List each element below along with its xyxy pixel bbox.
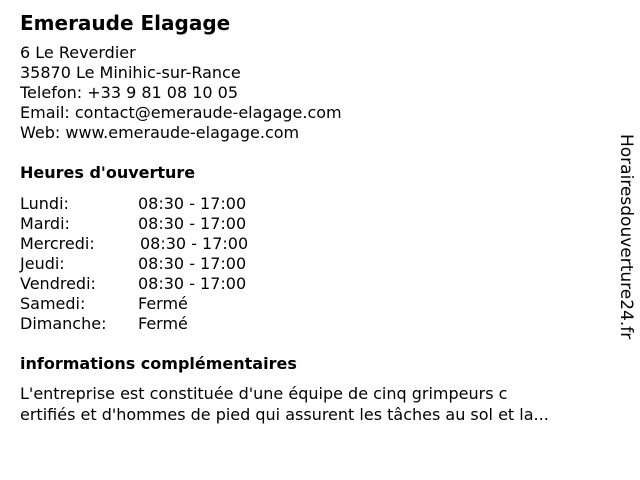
description-line: ertifiés et d'hommes de pied qui assurent les tâches au sol et la... xyxy=(20,405,549,424)
time-value: Fermé xyxy=(138,314,188,333)
description-text xyxy=(20,383,600,425)
phone-number: Telefon: +33 9 81 08 10 05 xyxy=(20,83,239,102)
hours-row-thursday xyxy=(20,254,280,274)
hours-heading: Heures d'ouverture xyxy=(20,163,196,182)
time-value: 08:30 - 17:00 xyxy=(138,194,247,213)
hours-row-saturday xyxy=(20,294,280,314)
day-label: Samedi: xyxy=(20,294,86,313)
time-value: 08:30 - 17:00 xyxy=(138,274,247,293)
site-watermark: Horairesdouverture24.fr xyxy=(616,134,636,340)
day-label: Lundi: xyxy=(20,194,69,213)
opening-hours-table xyxy=(20,194,280,334)
description-line: L'entreprise est constituée d'une équipe de cinq grimpeurs c xyxy=(20,384,508,403)
business-name: Emeraude Elagage xyxy=(20,11,231,35)
hours-row-wednesday xyxy=(20,234,280,254)
day-label: Jeudi: xyxy=(20,254,65,273)
info-heading: informations complémentaires xyxy=(20,354,297,373)
hours-row-tuesday xyxy=(20,214,280,234)
email-address: Email: contact@emeraude-elagage.com xyxy=(20,103,342,122)
time-value: Fermé xyxy=(138,294,188,313)
hours-row-sunday xyxy=(20,314,280,334)
website: Web: www.emeraude-elagage.com xyxy=(20,123,300,142)
time-value: 08:30 - 17:00 xyxy=(138,254,247,273)
day-label: Vendredi: xyxy=(20,274,96,293)
hours-row-friday xyxy=(20,274,280,294)
hours-row-monday xyxy=(20,194,280,214)
day-label: Mardi: xyxy=(20,214,70,233)
time-value: 08:30 - 17:00 xyxy=(140,234,249,253)
time-value: 08:30 - 17:00 xyxy=(138,214,247,233)
day-label: Mercredi: xyxy=(20,234,95,253)
address-street: 6 Le Reverdier xyxy=(20,43,136,62)
contact-block xyxy=(20,43,342,143)
address-city: 35870 Le Minihic-sur-Rance xyxy=(20,63,241,82)
day-label: Dimanche: xyxy=(20,314,107,333)
